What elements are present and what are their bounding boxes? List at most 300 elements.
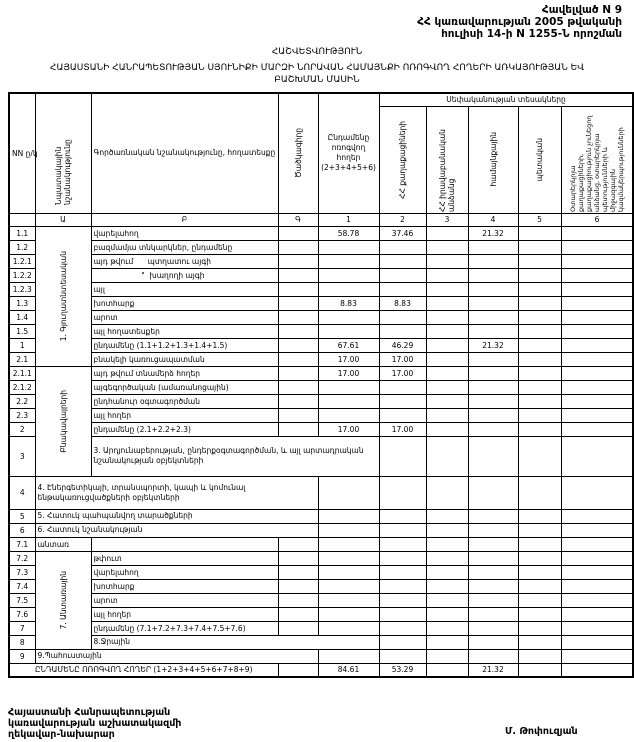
header-function: Գործառնական նշանակությունը, հողատեսքը bbox=[91, 93, 278, 213]
table-row bbox=[9, 422, 633, 436]
table-row bbox=[9, 268, 633, 282]
row-label: անտառ bbox=[35, 537, 91, 551]
value-cell bbox=[278, 551, 318, 565]
report-subtitle: ՀԱՅԱՍՏԱՆԻ ՀԱՆՐԱՊԵՏՈՒԹՅԱՆ ՍՅՈՒՆԻՔԻ ՄԱՐԶԻ ՆՈՐԱՎԱՆ ՀԱՄԱՅՆՔԻ ՈՌՈԳՎՈՂ ՀՈՂԵՐԻ ԱՌԿԱՅՈՒԹՅԱՆ ԵՎ bbox=[50, 63, 584, 73]
table-row bbox=[9, 593, 633, 607]
value-cell bbox=[468, 282, 518, 296]
row-number: 9 bbox=[9, 649, 35, 663]
value-cell bbox=[278, 607, 318, 621]
value-cell bbox=[468, 509, 518, 523]
value-cell bbox=[318, 537, 379, 551]
table-row bbox=[9, 296, 633, 310]
value-cell bbox=[468, 649, 518, 663]
value-cell bbox=[379, 579, 426, 593]
table-row bbox=[9, 240, 633, 254]
row-number: 7 bbox=[9, 621, 35, 635]
value-cell bbox=[518, 436, 561, 476]
total-value-cell bbox=[561, 663, 633, 677]
value-cell bbox=[278, 408, 318, 422]
value-cell bbox=[318, 523, 379, 537]
table-row bbox=[9, 352, 633, 366]
table-row bbox=[9, 476, 633, 509]
value-cell bbox=[561, 254, 633, 268]
row-label: այլ հողատեսքեր bbox=[91, 324, 278, 338]
value-cell bbox=[468, 565, 518, 579]
table-row bbox=[9, 565, 633, 579]
value-cell bbox=[379, 408, 426, 422]
value-cell bbox=[318, 394, 379, 408]
position-line: կառավարության աշխատակազմի bbox=[8, 718, 182, 729]
value-cell: 67.61 bbox=[318, 338, 379, 352]
value-cell bbox=[468, 268, 518, 282]
group-label bbox=[35, 226, 91, 366]
value-cell bbox=[561, 310, 633, 324]
group-label bbox=[35, 551, 91, 649]
value-cell bbox=[518, 338, 561, 352]
value-cell bbox=[518, 649, 561, 663]
report-subtitle-cont: ԲԱՇԽՄԱՆ ՄԱՍԻՆ bbox=[274, 75, 360, 85]
value-cell bbox=[561, 565, 633, 579]
value-cell bbox=[278, 338, 318, 352]
value-cell bbox=[561, 509, 633, 523]
land-report-table bbox=[8, 92, 634, 678]
row-label: արոտ bbox=[91, 593, 278, 607]
row-number: 1.2 bbox=[9, 240, 35, 254]
value-cell bbox=[379, 324, 426, 338]
table-row bbox=[9, 635, 633, 649]
value-cell bbox=[518, 621, 561, 635]
value-cell bbox=[468, 436, 518, 476]
value-cell bbox=[426, 436, 468, 476]
value-cell bbox=[426, 254, 468, 268]
table-row bbox=[9, 621, 633, 635]
column-letter: 6 bbox=[561, 213, 633, 226]
value-cell: 8.83 bbox=[379, 296, 426, 310]
value-cell bbox=[426, 422, 468, 436]
value-cell bbox=[379, 394, 426, 408]
header-ownership-group: Սեփականության տեսակները bbox=[379, 93, 633, 106]
table-row bbox=[9, 394, 633, 408]
row-label: ընդամենը (7.1+7.2+7.3+7.4+7.5+7.6) bbox=[91, 621, 278, 635]
table-row bbox=[9, 380, 633, 394]
value-cell bbox=[518, 296, 561, 310]
row-number: 1.1 bbox=[9, 226, 35, 240]
row-number: 2.3 bbox=[9, 408, 35, 422]
row-number: 6 bbox=[9, 523, 35, 537]
value-cell bbox=[426, 523, 468, 537]
row-number: 7.3 bbox=[9, 565, 35, 579]
value-cell bbox=[518, 226, 561, 240]
value-cell bbox=[518, 254, 561, 268]
row-number: 1.4 bbox=[9, 310, 35, 324]
value-cell: 46.29 bbox=[379, 338, 426, 352]
value-cell bbox=[426, 380, 468, 394]
group-label-text: Բնակավայրերի bbox=[58, 389, 68, 453]
value-cell bbox=[278, 240, 318, 254]
row-number: 7.1 bbox=[9, 537, 35, 551]
value-cell bbox=[561, 268, 633, 282]
column-letter: 5 bbox=[518, 213, 561, 226]
row-number: 2.2 bbox=[9, 394, 35, 408]
value-cell bbox=[468, 579, 518, 593]
row-label: 6. Հատուկ նշանակության bbox=[35, 523, 318, 537]
table-row bbox=[9, 509, 633, 523]
table-row bbox=[9, 537, 633, 551]
value-cell bbox=[426, 296, 468, 310]
value-cell: 58.78 bbox=[318, 226, 379, 240]
value-cell bbox=[561, 523, 633, 537]
value-cell bbox=[318, 649, 379, 663]
value-cell: 21.32 bbox=[468, 338, 518, 352]
row-label: այդ թվում պտղատու այգի bbox=[91, 254, 278, 268]
row-label: վարելահող bbox=[91, 226, 278, 240]
value-cell bbox=[379, 523, 426, 537]
value-cell: 21.32 bbox=[468, 226, 518, 240]
row-number: 2.1.1 bbox=[9, 366, 35, 380]
value-cell bbox=[518, 268, 561, 282]
value-cell bbox=[426, 565, 468, 579]
row-label: ընդհանուր օգտագործման bbox=[91, 394, 278, 408]
value-cell bbox=[561, 324, 633, 338]
row-number: 7.2 bbox=[9, 551, 35, 565]
value-cell bbox=[468, 551, 518, 565]
value-cell bbox=[379, 268, 426, 282]
row-label: վարելահող bbox=[91, 565, 278, 579]
value-cell bbox=[379, 565, 426, 579]
value-cell bbox=[426, 649, 468, 663]
value-cell bbox=[278, 310, 318, 324]
table-row bbox=[9, 607, 633, 621]
row-label: 5. Հատուկ պահպանվող տարածքների bbox=[35, 509, 318, 523]
row-label: թփուտ bbox=[91, 551, 278, 565]
value-cell bbox=[468, 621, 518, 635]
value-cell bbox=[426, 408, 468, 422]
value-cell bbox=[278, 422, 318, 436]
value-cell bbox=[278, 394, 318, 408]
value-cell bbox=[518, 476, 561, 509]
value-cell bbox=[518, 380, 561, 394]
value-cell bbox=[468, 422, 518, 436]
annex-reference bbox=[417, 4, 622, 40]
value-cell bbox=[278, 282, 318, 296]
value-cell bbox=[561, 436, 633, 476]
group-label-text: 7. Անտառային bbox=[58, 570, 68, 630]
value-cell bbox=[468, 593, 518, 607]
value-cell bbox=[518, 422, 561, 436]
row-label: բազմամյա տնկարկներ, ընդամենը bbox=[91, 240, 278, 254]
value-cell bbox=[518, 366, 561, 380]
value-cell bbox=[318, 476, 379, 509]
value-cell bbox=[468, 523, 518, 537]
table-row bbox=[9, 408, 633, 422]
row-number: 7.5 bbox=[9, 593, 35, 607]
annex-date-line: հուլիսի 14-ի N 1255-Ն որոշման bbox=[441, 28, 622, 40]
row-number: 1 bbox=[9, 338, 35, 352]
header-nn: NN ը/կ bbox=[9, 93, 35, 213]
value-cell: 37.46 bbox=[379, 226, 426, 240]
column-letter bbox=[9, 213, 35, 226]
row-number: 4 bbox=[9, 476, 35, 509]
value-cell bbox=[426, 579, 468, 593]
signatory-position bbox=[8, 707, 181, 740]
report-title: ՀԱՇՎԵՏՎՈՒԹՅՈՒՆ bbox=[271, 47, 363, 57]
value-cell bbox=[278, 621, 318, 635]
value-cell bbox=[468, 476, 518, 509]
value-cell bbox=[278, 380, 318, 394]
value-cell bbox=[468, 352, 518, 366]
row-label: ընդամենը (2.1+2.2+2.3) bbox=[91, 422, 278, 436]
table-row bbox=[9, 551, 633, 565]
value-cell bbox=[561, 226, 633, 240]
row-number: 1.2.3 bbox=[9, 282, 35, 296]
value-cell bbox=[468, 607, 518, 621]
table-row bbox=[9, 436, 633, 476]
value-cell bbox=[518, 394, 561, 408]
annex-decree-line: ՀՀ կառավարության 2005 թվականի bbox=[417, 16, 622, 28]
total-row bbox=[9, 663, 633, 677]
value-cell bbox=[518, 240, 561, 254]
table-row bbox=[9, 338, 633, 352]
row-label: " խաղողի այգի bbox=[91, 268, 278, 282]
value-cell bbox=[318, 579, 379, 593]
value-cell bbox=[278, 254, 318, 268]
value-cell bbox=[426, 551, 468, 565]
value-cell bbox=[518, 282, 561, 296]
position-line: Հայաստանի Հանրապետության bbox=[8, 707, 171, 718]
value-cell bbox=[561, 422, 633, 436]
column-letters-row bbox=[9, 213, 633, 226]
header-foreign: Օտարերկրյա քաղաքացիների, քաղաքացիություն չունեցող անձանց, օտարերկրյա պետությունների և միջազգային կազմակերպությունների bbox=[561, 106, 633, 213]
value-cell bbox=[318, 282, 379, 296]
value-cell bbox=[426, 268, 468, 282]
value-cell bbox=[379, 476, 426, 509]
table-row bbox=[9, 226, 633, 240]
value-cell bbox=[426, 607, 468, 621]
row-number: 2.1 bbox=[9, 352, 35, 366]
value-cell bbox=[518, 408, 561, 422]
value-cell bbox=[426, 226, 468, 240]
value-cell bbox=[379, 537, 426, 551]
row-label: այլ bbox=[91, 282, 278, 296]
column-letter: 3 bbox=[426, 213, 468, 226]
row-label: 8.Ջրային bbox=[91, 635, 379, 649]
value-cell bbox=[426, 240, 468, 254]
header-citizens: ՀՀ քաղաքացիների bbox=[379, 106, 426, 213]
value-cell bbox=[561, 476, 633, 509]
table-row bbox=[9, 310, 633, 324]
value-cell bbox=[518, 593, 561, 607]
table-row bbox=[9, 649, 633, 663]
row-label: բնակելի կառուցապատման bbox=[91, 352, 278, 366]
value-cell bbox=[379, 607, 426, 621]
value-cell bbox=[278, 226, 318, 240]
value-cell: 17.00 bbox=[318, 422, 379, 436]
value-cell bbox=[318, 593, 379, 607]
value-cell bbox=[518, 537, 561, 551]
value-cell bbox=[561, 338, 633, 352]
value-cell bbox=[379, 593, 426, 607]
row-number: 2 bbox=[9, 422, 35, 436]
column-letter: 4 bbox=[468, 213, 518, 226]
value-cell bbox=[561, 394, 633, 408]
total-value-cell bbox=[426, 663, 468, 677]
value-cell bbox=[468, 408, 518, 422]
value-cell bbox=[278, 565, 318, 579]
value-cell bbox=[518, 509, 561, 523]
value-cell bbox=[561, 579, 633, 593]
row-number: 1.3 bbox=[9, 296, 35, 310]
value-cell bbox=[426, 593, 468, 607]
value-cell bbox=[318, 408, 379, 422]
row-label: ընդամենը (1.1+1.2+1.3+1.4+1.5) bbox=[91, 338, 278, 352]
group-label bbox=[35, 366, 91, 476]
value-cell bbox=[318, 621, 379, 635]
group-label-text: 1. Գյուղատնտեսական bbox=[58, 250, 68, 342]
value-cell bbox=[426, 352, 468, 366]
total-value-cell bbox=[518, 663, 561, 677]
value-cell bbox=[561, 621, 633, 635]
signatory-name: Մ. Թոփուզյան bbox=[505, 726, 578, 737]
row-label: այլ հողեր bbox=[91, 408, 278, 422]
value-cell bbox=[278, 537, 318, 551]
total-value-cell bbox=[278, 663, 318, 677]
value-cell bbox=[379, 551, 426, 565]
value-cell bbox=[468, 366, 518, 380]
value-cell bbox=[561, 607, 633, 621]
value-cell bbox=[518, 579, 561, 593]
row-number: 7.4 bbox=[9, 579, 35, 593]
value-cell bbox=[318, 324, 379, 338]
value-cell bbox=[518, 635, 561, 649]
header-legal-entities: ՀՀ իրավաբանական անձանց bbox=[426, 106, 468, 213]
value-cell bbox=[561, 380, 633, 394]
value-cell bbox=[468, 394, 518, 408]
value-cell bbox=[379, 240, 426, 254]
total-label: ԸՆԴԱՄԵՆԸ ՈՌՈԳՎՈՂ ՀՈՂԵՐ (1+2+3+4+5+6+7+8+9) bbox=[9, 663, 278, 677]
value-cell bbox=[561, 366, 633, 380]
value-cell bbox=[278, 593, 318, 607]
value-cell bbox=[318, 509, 379, 523]
column-letter: Բ bbox=[91, 213, 278, 226]
value-cell bbox=[518, 565, 561, 579]
value-cell bbox=[426, 509, 468, 523]
total-value-cell: 84.61 bbox=[318, 663, 379, 677]
value-cell bbox=[468, 537, 518, 551]
value-cell bbox=[426, 310, 468, 324]
value-cell bbox=[278, 366, 318, 380]
value-cell bbox=[379, 436, 426, 476]
value-cell bbox=[379, 254, 426, 268]
value-cell bbox=[518, 551, 561, 565]
column-letter: 2 bbox=[379, 213, 426, 226]
row-number: 5 bbox=[9, 509, 35, 523]
value-cell bbox=[468, 254, 518, 268]
value-cell bbox=[379, 310, 426, 324]
value-cell bbox=[379, 621, 426, 635]
value-cell bbox=[318, 268, 379, 282]
column-letter: Ա bbox=[35, 213, 91, 226]
value-cell bbox=[468, 310, 518, 324]
value-cell bbox=[379, 509, 426, 523]
table-row bbox=[9, 324, 633, 338]
row-number: 2.1.2 bbox=[9, 380, 35, 394]
header-code: Ծածկագիրը bbox=[278, 93, 318, 213]
value-cell bbox=[518, 324, 561, 338]
value-cell bbox=[318, 565, 379, 579]
row-number: 1.5 bbox=[9, 324, 35, 338]
value-cell bbox=[561, 282, 633, 296]
row-number: 1.2.2 bbox=[9, 268, 35, 282]
value-cell bbox=[561, 551, 633, 565]
row-number: 8 bbox=[9, 635, 35, 649]
value-cell bbox=[426, 635, 468, 649]
value-cell bbox=[561, 352, 633, 366]
value-cell: 8.83 bbox=[318, 296, 379, 310]
row-number: 1.2.1 bbox=[9, 254, 35, 268]
value-cell bbox=[426, 282, 468, 296]
value-cell bbox=[468, 240, 518, 254]
value-cell: 17.00 bbox=[318, 366, 379, 380]
value-cell bbox=[426, 338, 468, 352]
value-cell bbox=[379, 635, 426, 649]
value-cell bbox=[426, 394, 468, 408]
value-cell bbox=[561, 649, 633, 663]
value-cell bbox=[318, 607, 379, 621]
value-cell bbox=[318, 310, 379, 324]
value-cell bbox=[561, 296, 633, 310]
value-cell bbox=[278, 579, 318, 593]
table-row bbox=[9, 523, 633, 537]
row-label: խոտհարք bbox=[91, 296, 278, 310]
value-cell bbox=[426, 324, 468, 338]
position-line: ղեկավար-նախարար bbox=[8, 729, 115, 740]
value-cell bbox=[318, 380, 379, 394]
value-cell bbox=[278, 352, 318, 366]
value-cell: 17.00 bbox=[379, 352, 426, 366]
value-cell bbox=[379, 380, 426, 394]
value-cell bbox=[518, 310, 561, 324]
value-cell bbox=[278, 296, 318, 310]
total-value-cell: 53.29 bbox=[379, 663, 426, 677]
value-cell bbox=[91, 537, 278, 551]
value-cell bbox=[518, 523, 561, 537]
value-cell: 17.00 bbox=[318, 352, 379, 366]
value-cell bbox=[468, 296, 518, 310]
table-row bbox=[9, 254, 633, 268]
header-state: պետական bbox=[518, 106, 561, 213]
value-cell: 17.00 bbox=[379, 422, 426, 436]
table-row bbox=[9, 366, 633, 380]
header-community: համայնքային bbox=[468, 106, 518, 213]
column-letter: 1 bbox=[318, 213, 379, 226]
row-number: 7.6 bbox=[9, 607, 35, 621]
row-label: այգեգործական (ամառանոցային) bbox=[91, 380, 278, 394]
value-cell bbox=[426, 476, 468, 509]
table-row bbox=[9, 282, 633, 296]
value-cell bbox=[318, 240, 379, 254]
row-label: 9.Պահուստային bbox=[35, 649, 318, 663]
row-label: 4. Էներգետիկայի, տրանսպորտի, կապի և կոմունալ ենթակառուցվածքների օբյեկտների bbox=[35, 476, 318, 509]
value-cell bbox=[561, 593, 633, 607]
total-value-cell: 21.32 bbox=[468, 663, 518, 677]
row-label: արոտ bbox=[91, 310, 278, 324]
value-cell bbox=[426, 537, 468, 551]
value-cell bbox=[278, 268, 318, 282]
header-purpose: Նպատակային նշանակությունը bbox=[35, 93, 91, 213]
value-cell bbox=[426, 621, 468, 635]
value-cell bbox=[468, 324, 518, 338]
value-cell bbox=[379, 649, 426, 663]
